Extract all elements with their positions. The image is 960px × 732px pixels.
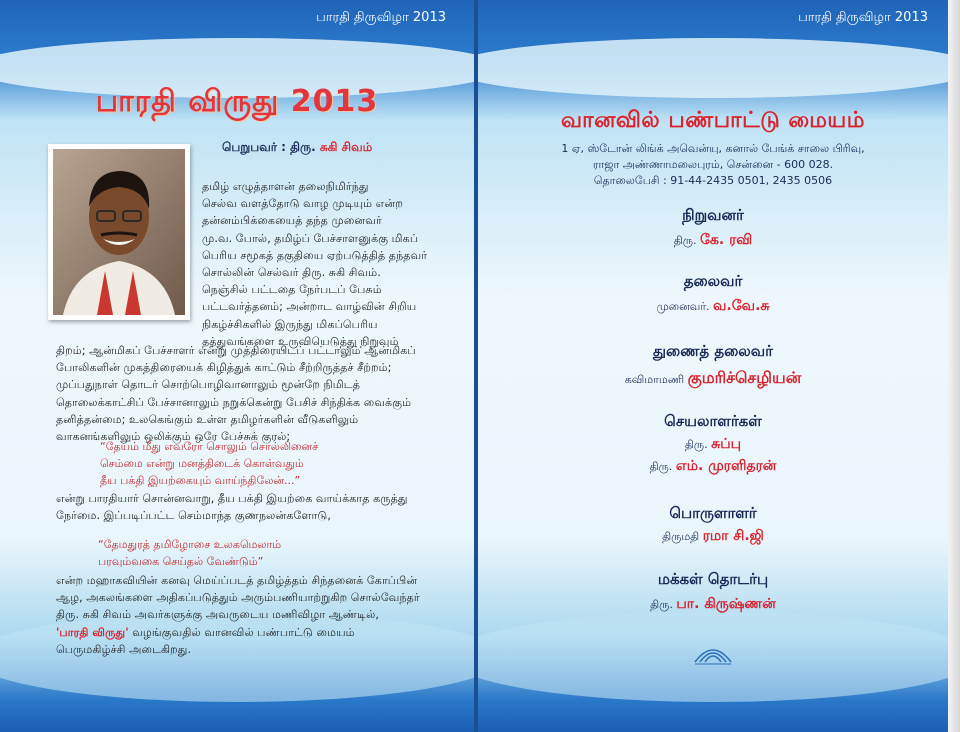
running-head-left: பாரதி திருவிழா 2013 (316, 10, 446, 25)
role-president-title: தலைவர் (683, 272, 743, 290)
award-tail: வழங்குவதில் வானவில் பண்பாட்டு மையம் (128, 625, 355, 639)
quote-line: “தேமதுரத் தமிழோசை உலகமெலாம் (98, 538, 282, 551)
role-treasurer-title: பொருளாளர் (669, 504, 757, 522)
text-line: பெருமகிழ்ச்சி அடைகிறது. (56, 642, 192, 656)
text-line: ஆழ, அகலங்களை அதிகப்படுத்தும் அரும்பணியாற்றுகிற சொல்வேந்தர் (56, 591, 420, 605)
running-head-right: பாரதி திருவிழா 2013 (798, 10, 928, 25)
recipient-name: சுகி சிவம் (319, 140, 373, 154)
text-line: நிகழ்ச்சிகளில் இருந்து மிகப்பெரிய (202, 317, 378, 331)
award-title: பாரதி விருது 2013 (95, 84, 379, 119)
award-phrase: 'பாரதி விருது' (56, 625, 129, 639)
role-public-relations-person: திரு. பா. கிருஷ்ணன் (650, 596, 776, 612)
intro-paragraph (202, 178, 430, 350)
text-line: முப்பதுநாள் தொடர் சொற்பொழிவானாலும் மூன்றே நிமிடத் (56, 378, 360, 392)
address-line: 1 ஏ, ஸ்டோன் லிங்க் அவென்யு, கனால் பேங்க் சாலை பிரிவு, (561, 142, 865, 155)
text-line: வாகனங்களிலும் ஒலிக்கும் ஒரே பேச்சுக் குரல்; (56, 430, 291, 444)
recipient-line (222, 140, 372, 156)
left-page (0, 0, 474, 732)
right-page (478, 0, 948, 732)
phone-line: தொலைபேசி : 91-44-2435 0501, 2435 0506 (593, 174, 833, 187)
role-founder-person: திரு. கே. ரவி (673, 232, 753, 248)
recipient-label: பெறுபவர் : திரு. (222, 140, 316, 154)
bharathi-quote-2 (98, 536, 281, 570)
text-line: என்ற மஹாகவியின் கனவு மெய்ப்படத் தமிழ்த்தம் சிந்தனைக் கோப்பின் (56, 574, 418, 587)
text-line (56, 624, 430, 641)
role-vice-president-title: துணைத் தலைவர் (653, 342, 773, 360)
third-paragraph (56, 490, 430, 524)
second-paragraph (56, 342, 430, 445)
role-secretary-2-person: திரு. எம். முரளிதரன் (649, 458, 777, 474)
text-line: தமிழ் எழுத்தாளன் தலைநிமிர்ந்து (202, 180, 369, 193)
quote-line: செம்மை என்று மனத்திடைக் கொள்வதும் (100, 457, 304, 470)
text-line: மு.வ. போல், தமிழ்ப் பேச்சாளனுக்கு மிகப் (202, 231, 419, 245)
portrait-image (53, 149, 185, 315)
role-secretary-1-person: திரு. சுப்பு (684, 436, 742, 452)
role-secretaries-title: செயலாளர்கள் (664, 412, 762, 430)
role-treasurer-person: திருமதி ரமா சி.ஜி (662, 528, 764, 544)
role-president-person: முனைவர். வ.வே.சு (656, 298, 770, 314)
page-edge (948, 0, 960, 732)
text-line: திறம்; ஆன்மிகப் பேச்சாளர் என்று முத்திரையிடப் பட்டாலும் ஆன்மிகப் (56, 344, 416, 357)
text-line: தனித்தன்மை; உலகெங்கும் உள்ள தமிழர்களின் வீடுகளிலும் (56, 412, 359, 426)
recipient-photo (48, 144, 190, 320)
quote-line: “தேயம் மீது எவரோ சொலும் சொல்லினைச் (100, 440, 319, 453)
text-line: தன்னம்பிக்கையைத் தந்த முனைவர் (202, 214, 382, 228)
organization-name: வானவில் பண்பாட்டு மையம் (561, 108, 865, 133)
text-line: என்று பாரதியார் சொன்னவாறு, தீய பக்தி இயற்கை வாய்க்காத கருத்து (56, 492, 408, 505)
text-line: செல்வ வளத்தோடு வாழ முடியும் என்ற (202, 197, 403, 211)
text-line: சொல்லின் செல்வர் திரு. சுகி சிவம். (202, 266, 381, 280)
text-line: நேர்மை. இப்படிப்பட்ட செம்மாந்த குணநலன்களோடு, (56, 509, 331, 523)
text-line: பெரிய சமூகத் தகுதியை ஏற்படுத்தித் தந்தவர் (202, 248, 428, 262)
address-line: ராஜா அண்ணாமலைபுரம், சென்னை - 600 028. (592, 158, 834, 171)
text-line: தொலைக்காட்சிப் பேச்சானாலும் நறுக்கென்று பேசிச் சிந்திக்க வைக்கும் (56, 395, 412, 409)
role-vice-president-person: கவிமாமணி குமரிச்செழியன் (624, 368, 802, 387)
bharathi-quote-1 (100, 438, 318, 489)
text-line: நெஞ்சில் பட்டதை நேர்படப் பேசும் (202, 283, 382, 297)
role-public-relations-title: மக்கள் தொடர்பு (657, 570, 769, 588)
quote-line: தீய பக்தி இயற்கையும் வாய்ந்திலேன்...” (100, 474, 301, 487)
closing-paragraph (56, 572, 430, 658)
organization-logo-icon (691, 640, 735, 668)
text-line: திரு. சுகி சிவம் அவர்களுக்கு அவருடைய மணிவிழா ஆண்டில், (56, 608, 379, 622)
text-line: பட்டவர்த்தனம்; அன்றாட வாழ்வின் சிறிய (202, 300, 417, 314)
quote-line: பரவும்வகை செய்தல் வேண்டும்” (98, 555, 264, 568)
text-line: தத்துவங்களை உருவியெடுத்து நிறுவும் (202, 334, 399, 348)
role-founder-title: நிறுவனர் (682, 206, 744, 224)
text-line: போலிகளின் முகத்திரையைக் கிழித்துக் காட்டும் சீற்றிருத்தச் சீற்றம்; (56, 361, 392, 375)
